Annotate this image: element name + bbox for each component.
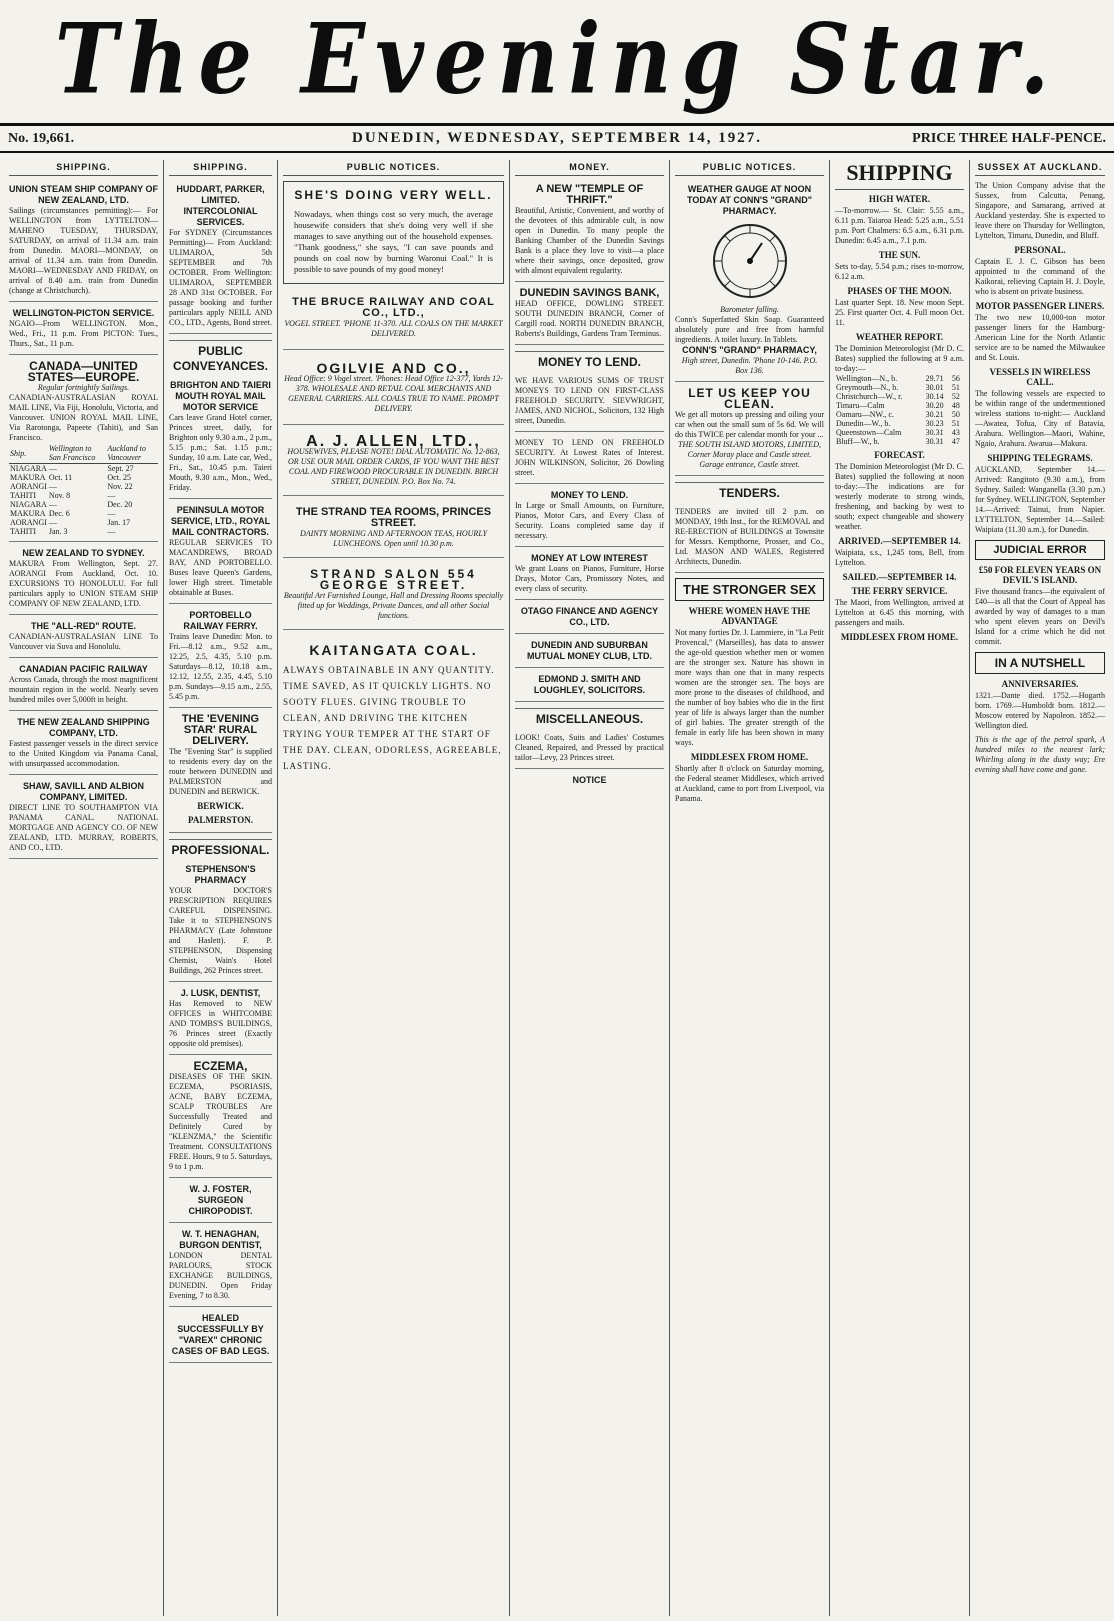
- article-body: The Union Company advise that the Sussex, from Calcutta, Penang, Singapore, and Samarang, arrived at Auckland yesterday. She is expected to leave there on Thursday for Wellington, Lyttelton, Timaru, Dunedin, and Bluff.: [975, 181, 1105, 240]
- dial-caption: Barometer falling.: [720, 305, 779, 314]
- table-cell: —: [48, 464, 57, 473]
- table-header: Auckland to Vancouver: [106, 443, 158, 464]
- masthead-title: The Evening Star.: [54, 1, 1060, 116]
- high-water-text: —To-morrow.— St. Clair: 5.55 a.m., 6.11 p.m. Taiaroa Head: 5.25 a.m., 5.51 p.m. Port Chalmers: 6.5 a.m., 6.31 p.m. Dunedin: 6.45 a.m., 7.1 p.m.: [835, 206, 964, 245]
- ad-title: SHAW, SAVILL AND ALBION COMPANY, LIMITED.: [22, 781, 144, 802]
- column-heading: MONEY.: [515, 160, 664, 176]
- table-row: [835, 401, 964, 410]
- ad-title: OGILVIE AND CO.,: [316, 360, 471, 376]
- section-heading: MISCELLANEOUS.: [515, 708, 664, 727]
- ad-body: REGULAR SERVICES TO MACANDREWS, BROAD BAY, AND PORTOBELLO. Buses leave Queen's Gardens, lower High street. Timetable obtainable at Buses.: [169, 538, 272, 597]
- table-header: Ship.: [9, 443, 48, 464]
- forecast-text: The Dominion Meteorologist (Mr D. C. Bates) supplied the following at noon to-day:—The indications are for westerly moderate to strong winds, freshening, and backing by west to south; expect changeable and showery weather.: [835, 462, 964, 531]
- advertisement: [9, 661, 158, 711]
- barometer-dial-icon: [710, 221, 790, 301]
- column-5: [670, 160, 830, 1616]
- section-title: SHIPPING: [835, 160, 964, 190]
- ad-title: CONN'S "GRAND" PHARMACY,: [682, 345, 817, 355]
- advertisement: [169, 502, 272, 604]
- ad-title: OTAGO FINANCE AND AGENCY CO., LTD.: [520, 606, 659, 627]
- ad-title: W. T. HENAGHAN, BURGON DENTIST,: [179, 1229, 262, 1250]
- ad-body: HOUSEWIVES, PLEASE NOTE! DIAL AUTOMATIC No. 12-863, OR USE OUR MAIL ORDER CARDS, IF YOU WANT THE BEST COAL AND FIREWOOD PROCURABLE IN DUNEDIN. BIRCH STREET, DUNEDIN. P.O. Box No. 74.: [287, 447, 500, 486]
- ad-body: DAINTY MORNING AND AFTERNOON TEAS, HOURLY LUNCHEONS. Open until 10.30 p.m.: [299, 529, 488, 548]
- table-cell: —: [48, 500, 57, 509]
- table-cell: 30.01: [925, 383, 944, 392]
- ad-body: CANADIAN-AUSTRALASIAN LINE To Vancouver via Suva and Honolulu.: [9, 632, 158, 651]
- advertisement: [515, 730, 664, 769]
- moon-text: Last quarter Sept. 18. New moon Sept. 25. First quarter Oct. 4. Full moon Oct. 11.: [835, 298, 964, 327]
- subheading: PHASES OF THE MOON.: [847, 286, 952, 296]
- advertisement: [9, 618, 158, 658]
- ad-body: Across Canada, through the most magnificent mountain region in the world. Nearly seven hundred miles over 5,000ft in height.: [9, 675, 158, 704]
- column-2: [164, 160, 278, 1616]
- advertisement: [9, 305, 158, 355]
- table-cell: Christchurch—W., r.: [836, 392, 903, 401]
- table-cell: 48: [951, 401, 960, 410]
- ad-body: WE HAVE VARIOUS SUMS OF TRUST MONEYS TO LEND ON FIRST-CLASS FREEHOLD SECURITY. SIEVWRIGHT, JAMES, AND NICHOL, Solicitors, 132 High street, Dunedin.: [515, 376, 664, 425]
- table-cell: 47: [951, 437, 960, 446]
- table-cell: 29.71: [925, 374, 944, 383]
- advertisement: [169, 985, 272, 1055]
- column-6: [830, 160, 970, 1616]
- section-heading: MONEY TO LEND.: [515, 351, 664, 370]
- advertisement: [515, 285, 664, 345]
- table-cell: MAKURA: [10, 473, 46, 482]
- ferry-text: The Maori, from Wellington, arrived at Lyttelton at 6.45 this morning, with passengers and mails.: [835, 598, 964, 627]
- ad-body: Has Removed to NEW OFFICES in WHITCOMBE AND TOMBS'S BUILDINGS, 76 Princes street (Exactly opposite old premises).: [169, 999, 272, 1048]
- subheading: MOTOR PASSENGER LINERS.: [975, 301, 1105, 311]
- table-cell: NIAGARA: [10, 500, 47, 509]
- ad-body: Beautiful, Artistic, Convenient, and worthy of the devotees of this admirable cult, is now open in Dunedin. To many people the Banking Chamber of the Dunedin Savings Bank is a place they love to visit—a place where their savings, once deposited, grow with almost equivalent regularity.: [515, 206, 664, 275]
- sun-text: Sets to-day, 5.54 p.m.; rises to-morrow, 6.12 a.m.: [835, 262, 964, 281]
- subheading: THE SUN.: [878, 250, 921, 260]
- advertisement: [283, 633, 504, 786]
- column-heading: PUBLIC NOTICES.: [675, 160, 824, 176]
- ad-title: PENINSULA MOTOR SERVICE, LTD., ROYAL MAIL CONTRACTORS.: [170, 505, 271, 537]
- table-cell: NIAGARA: [10, 464, 47, 473]
- advertisement: [9, 545, 158, 615]
- table-cell: AORANGI: [10, 482, 47, 491]
- table-row: [9, 509, 158, 518]
- article-subheadline: £50 FOR ELEVEN YEARS ON DEVIL'S ISLAND.: [978, 565, 1102, 585]
- ad-title: UNION STEAM SHIP COMPANY OF NEW ZEALAND, LTD.: [9, 184, 159, 205]
- column-1: [4, 160, 164, 1616]
- table-cell: Oct. 11: [48, 473, 73, 482]
- ad-body: LOOK! Coats, Suits and Ladies' Costumes Cleaned, Repaired, and Pressed by practical tailor—Levy, 23 Princes street.: [515, 733, 664, 762]
- advertisement: [515, 637, 664, 668]
- ad-title: NEW ZEALAND TO SYDNEY.: [22, 548, 145, 558]
- weather-intro: The Dominion Meteorologist (Mr D. C. Bates) supplied the following at 9 a.m. to-day:—: [835, 344, 964, 373]
- ad-title: SHE'S DOING VERY WELL.: [294, 188, 493, 202]
- advertisement: [169, 1181, 272, 1223]
- ad-body: We get all motors up pressing and oiling your car when out the small sum of 5s 6d. We will do this TWICE per calendar month for your ...: [675, 410, 824, 439]
- ad-body: CANADIAN-AUSTRALASIAN ROYAL MAIL LINE, Via Fiji, Honolulu, Victoria, and Vancouver. UNION ROYAL MAIL LINE, Via Rarotonga, Papeete (Tahiti), and San Francisco.: [9, 393, 158, 442]
- advertisement: [515, 550, 664, 600]
- ad-title: BRIGHTON AND TAIERI MOUTH ROYAL MAIL MOTOR SERVICE: [170, 380, 271, 412]
- arrived-text: Waipiata, s.s., 1,245 tons, Bell, from Lyttelton.: [835, 548, 964, 567]
- ad-title: NOTICE: [572, 775, 607, 785]
- ad-body: ALWAYS OBTAINABLE IN ANY QUANTITY. TIME SAVED, AS IT QUICKLY LIGHTS. NO SOOTY FLUES. GIVING TROUBLE TO CLEAN, AND DRIVING THE KITCHEN TRYING YOUR TEMPER AT THE START OF THE DAY. CLEAN, ODORLESS, AGREEABLE, LASTING.: [283, 665, 502, 771]
- table-cell: Jan. 17: [107, 518, 131, 527]
- advertisement: [515, 487, 664, 547]
- advertisement: [283, 287, 504, 350]
- table-cell: 30.31: [925, 437, 944, 446]
- column-heading: PUBLIC NOTICES.: [283, 160, 504, 176]
- ad-title: J. LUSK, DENTIST,: [180, 988, 261, 998]
- subheading: FORECAST.: [874, 450, 925, 460]
- ad-body: For SYDNEY (Circumstances Permitting)— From Auckland: ULIMAROA, 5th SEPTEMBER and 7th OCTOBER. From Wellington: ULIMAROA, SEPTEMBER 28 AND 31st OCTOBER. For passage booking and further particulars apply NEILL AND CO., LTD., Agents, Bond street.: [169, 228, 272, 327]
- table-cell: Oct. 25: [107, 473, 131, 482]
- table-cell: Greymouth—N., b.: [836, 383, 899, 392]
- table-row: [9, 491, 158, 500]
- ad-body: The "Evening Star" is supplied to residents every day on the route between DUNEDIN and PALMERSTON and DUNEDIN and BERWICK.: [169, 747, 272, 796]
- ad-title: LET US KEEP YOU CLEAN.: [688, 386, 811, 411]
- table-cell: AORANGI: [10, 518, 47, 527]
- ad-title: A. J. ALLEN, LTD.,: [306, 433, 481, 450]
- ad-title: MONEY AT LOW INTEREST: [531, 553, 648, 563]
- table-cell: 30.31: [925, 428, 944, 437]
- table-cell: 51: [951, 383, 960, 392]
- ad-body: LONDON DENTAL PARLOURS, STOCK EXCHANGE BUILDINGS, DUNEDIN. Open Friday Evening, 7 to 8.30.: [169, 1251, 272, 1300]
- price: PRICE THREE HALF-PENCE.: [912, 131, 1106, 146]
- table-row: [835, 419, 964, 428]
- ad-body: NGAIO—From WELLINGTON. Mon., Wed., Fri., 11 p.m. From PICTON: Tues., Thurs., Sat., 11 p.m.: [9, 319, 158, 348]
- table-header: Wellington to San Francisco: [48, 443, 107, 464]
- advertisement: [675, 385, 824, 476]
- advertisement: [169, 181, 272, 334]
- subheading: SAILED.—SEPTEMBER 14.: [842, 572, 957, 582]
- advertisement: [283, 499, 504, 558]
- ad-title: THE STRAND TEA ROOMS, PRINCES STREET.: [295, 506, 492, 529]
- table-cell: 52: [951, 392, 960, 401]
- advertisement: [169, 1226, 272, 1307]
- ad-body: YOUR DOCTOR'S PRESCRIPTION REQUIRES CAREFUL DISPENSING. Take it to STEPHENSON'S PHARMACY (Late Johnstone and Haslett). F. P. STEPHENSON, Dispensing Chemist, Wain's Hotel Buildings, 262 Princes street.: [169, 886, 272, 975]
- table-cell: 51: [951, 419, 960, 428]
- subheading: HIGH WATER.: [868, 194, 931, 204]
- advertisement: [515, 603, 664, 634]
- table-row: [835, 428, 964, 437]
- article-body: Not many forties Dr. J. Lammiere, in "La Petit Provencal," (Marseilles), has data to answer the age-old question whether men or women are the stronger sex. Nature has shown in more ways than one that in many respects women are the stronger sex. The boys are more prone to the diseases of childhood, and the number of boy babies who die in the first year of life is always larger than the number of girl babies. The greater strength of the female in early life has been shown in many ways.: [675, 628, 824, 747]
- article-headline: IN A NUTSHELL: [975, 652, 1105, 674]
- article-body: 1321.—Dante died. 1752.—Hogarth born. 1769.—Humboldt born. 1812.—Moscow entered by Napoleon. 1852.—Wellington died.: [975, 691, 1105, 730]
- ad-body: Sailings (circumstances permitting):— For WELLINGTON from LYTTELTON— MAHENO TUESDAY, THURSDAY, SATURDAY, on arrival of 11.34 a.m. train from Dunedin. MAORI—MONDAY, on arrival of 11.34 a.m. train from Dunedin. MAORI—WEDNESDAY AND FRIDAY, on arrival of 8.40 a.m. train from Dunedin (change at Christchurch).: [9, 206, 158, 295]
- ad-title: W. J. FOSTER, SURGEON CHIROPODIST.: [188, 1184, 253, 1216]
- issue-number: No. 19,661.: [8, 131, 75, 146]
- table-row: [9, 482, 158, 491]
- subheading: SHIPPING TELEGRAMS.: [987, 453, 1093, 463]
- table-cell: Sept. 27: [107, 464, 134, 473]
- ad-title: ECZEMA,: [193, 1059, 248, 1073]
- advertisement: [515, 373, 664, 432]
- column-7: [970, 160, 1110, 1616]
- ad-body: DISEASES OF THE SKIN. ECZEMA, PSORIASIS, ACNE, BABY ECZEMA, SCALP TROUBLES Are Successfully Treated and Definitely Cured by "KLENZMA," the Scientific Treatment. CONSULTATIONS FREE. Hours, 9 to 5. Saturdays, 9 to 1 p.m.: [169, 1072, 272, 1171]
- advertisement: [9, 181, 158, 302]
- table-cell: 43: [951, 428, 960, 437]
- article-subheadline: MIDDLESEX FROM HOME.: [690, 752, 809, 762]
- subheading: THE FERRY SERVICE.: [851, 586, 948, 596]
- table-cell: Jan. 3: [48, 527, 68, 536]
- table-cell: 30.21: [925, 410, 944, 419]
- ad-body: Nowadays, when things cost so very much, the average housewife considers that she's doing very well if she manages to save anything out of the household expenses. "Thank goodness," she says, "I can save pounds and pounds on coal now by burning Waronui Coal." It is possible to save pounds of my good money!: [294, 209, 493, 274]
- advertisement: [9, 778, 158, 859]
- table-row: [835, 383, 964, 392]
- ad-body: MAKURA From Wellington, Sept. 27. AORANGI From Auckland, Oct. 10. EXCURSIONS TO HONOLULU. For full particulars apply to UNION STEAM SHIP COMPANY OF NEW ZEALAND, LTD.: [9, 559, 158, 608]
- ad-subheading: PALMERSTON.: [188, 815, 253, 825]
- article-body: Captain E. J. C. Gibson has been appointed to the command of the Kaikorai, relieving Captain H. J. Doyle, who is absent on private business.: [975, 257, 1105, 296]
- article-subheadline: ANNIVERSARIES.: [1001, 679, 1079, 689]
- subheading: ARRIVED.—SEPTEMBER 14.: [838, 536, 961, 546]
- table-cell: Dec. 6: [48, 509, 70, 518]
- ad-body: Beautiful Art Furnished Lounge, Hall and Dressing Rooms specially fitted up for Weddings, Private Dances, and all other Social functions.: [283, 591, 504, 620]
- table-cell: —: [48, 518, 57, 527]
- table-row: [9, 500, 158, 509]
- article-body: Five thousand francs—the equivalent of £40—is all that the Court of Appeal has awarded by way of damages to a man who spent eleven years on Devil's Island for a crime which he did not commit.: [975, 587, 1105, 646]
- article-body: The two new 10,000-ton motor passenger liners for the Hamburg-American Line for the North Atlantic service are to be named the Milwaukee and St. Louis.: [975, 313, 1105, 362]
- table-cell: Bluff—W., b.: [836, 437, 880, 446]
- ad-body: In Large or Small Amounts, on Furniture, Pianos, Motor Cars, and Every Class of Security. Loans completed same day if necessary.: [515, 501, 664, 540]
- ad-body: Trains leave Dunedin: Mon. to Fri.—8.12 a.m., 9.52 a.m., 12.25, 2.5, 4.35, 5.10 p.m. Saturdays—8.12, 10.18 a.m., 12.12, 12.55, 2.35, 4.45, 5.10 p.m. Sundays—9.15 a.m., 2.55, 5.45 p.m.: [169, 632, 272, 701]
- article-headline: JUDICIAL ERROR: [975, 540, 1105, 560]
- table-cell: Timaru—Calm: [836, 401, 885, 410]
- advertisement: [675, 504, 824, 573]
- table-cell: TAHITI: [10, 491, 37, 500]
- table-cell: —: [107, 491, 116, 500]
- table-cell: —: [107, 509, 116, 518]
- table-row: [9, 527, 158, 536]
- table-cell: MAKURA: [10, 509, 46, 518]
- article-subheadline: WHERE WOMEN HAVE THE ADVANTAGE: [688, 606, 811, 626]
- masthead: [0, 0, 1114, 122]
- table-cell: Nov. 8: [48, 491, 71, 500]
- ad-body: High street, Dunedin. 'Phone 10-146. P.O. Box 136.: [681, 356, 818, 375]
- table-cell: Nov. 22: [107, 482, 133, 491]
- subheading: WEATHER REPORT.: [855, 332, 944, 342]
- ad-title: STEPHENSON'S PHARMACY: [185, 864, 256, 885]
- table-cell: TAHITI: [10, 527, 37, 536]
- column-4: [510, 160, 670, 1616]
- advertisement: [169, 1058, 272, 1178]
- advertisement: [169, 1310, 272, 1363]
- column-heading: SHIPPING.: [169, 160, 272, 176]
- advertisement: [169, 607, 272, 708]
- ad-body: HEAD OFFICE, DOWLING STREET. SOUTH DUNEDIN BRANCH, Corner of Cargill road. NORTH DUNEDIN BRANCH, Roberts's Buildings, Gardens Tram Terminus.: [515, 299, 664, 338]
- column-heading: SHIPPING.: [9, 160, 158, 176]
- columns-area: [4, 160, 1110, 1616]
- table-cell: 56: [951, 374, 960, 383]
- table-row: [835, 410, 964, 419]
- ad-body: MONEY TO LEND ON FREEHOLD SECURITY. At Lowest Rates of Interest. JOHN WILKINSON, Solicitor, 26 Dowling street.: [515, 438, 664, 477]
- place-date: DUNEDIN, WEDNESDAY, SEPTEMBER 14, 1927.: [351, 130, 762, 146]
- ad-title: CANADA—UNITED STATES—EUROPE.: [27, 359, 140, 384]
- table-row: [835, 392, 964, 401]
- ad-subheading: BERWICK.: [197, 801, 244, 811]
- subheading: VESSELS IN WIRELESS CALL.: [989, 367, 1091, 387]
- column-3: [278, 160, 510, 1616]
- table-row: [835, 437, 964, 446]
- ad-title: DUNEDIN AND SUBURBAN MUTUAL MONEY CLUB, LTD.: [527, 640, 652, 661]
- ad-title: HUDDART, PARKER, LIMITED. INTERCOLONIAL SERVICES.: [176, 184, 265, 227]
- ad-title: THE BRUCE RAILWAY AND COAL CO., LTD.,: [292, 296, 495, 319]
- table-row: [9, 464, 158, 474]
- ad-title: MONEY TO LEND.: [550, 490, 629, 500]
- ad-body: We grant Loans on Pianos, Furniture, Horse Drays, Motor Cars, Promissory Notes, and every class of security.: [515, 564, 664, 593]
- ad-title: CANADIAN PACIFIC RAILWAY: [19, 664, 148, 674]
- advertisement: [675, 181, 824, 382]
- subheading: PERSONAL.: [1014, 245, 1066, 255]
- article-body: AUCKLAND, September 14.—Arrived: Rangitoto (9.30 a.m.), from Sydney. Sailed: Wanganella (3.30 p.m.) for Sydney. WELLINGTON, September 14.—Arrived: Tainui, from Napier. LYTTELTON, September 14.—Sailed: Waipiata (11.30 a.m.), for Dunedin.: [975, 465, 1105, 534]
- table-cell: Dunedin—W., b.: [836, 419, 891, 428]
- table-row: [9, 473, 158, 482]
- ad-signature: THE SOUTH ISLAND MOTORS, LIMITED, Corner Moray place and Castle street. Garage entrance, Castle street.: [678, 440, 821, 469]
- sailings-table: [9, 443, 158, 536]
- ad-body: Conn's Superfatted Skin Soap. Guaranteed absolutely pure and free from harmful ingredients. A toilet luxury. In Tablets.: [675, 315, 824, 344]
- table-cell: 50: [951, 410, 960, 419]
- ad-body: TENDERS are invited till 2 p.m. on MONDAY, 19th Inst., for the REMOVAL and RE-ERECTION of BUILDINGS at Townsite for Messrs. Kempthorne, Prosser, and Co., Ltd. MASON AND WALES, Registered Architects, Dunedin.: [675, 507, 824, 566]
- subheading: MIDDLESEX FROM HOME.: [840, 632, 959, 642]
- table-cell: 30.23: [925, 419, 944, 428]
- ad-title: WEATHER GAUGE AT NOON TODAY AT CONN'S "GRAND" PHARMACY.: [686, 184, 813, 216]
- poem: This is the age of the petrol spark, A hundred miles to the nearest lark; Whirling along in the dusty way; Ere evening shall have come and gone.: [975, 735, 1105, 774]
- advertisement: [283, 561, 504, 630]
- table-cell: Dec. 20: [107, 500, 133, 509]
- table-cell: 30.14: [925, 392, 944, 401]
- advertisement: [283, 428, 504, 496]
- advertisement: [515, 772, 664, 791]
- ad-title: THE "ALL-RED" ROUTE.: [30, 621, 137, 631]
- advertisement: [515, 671, 664, 702]
- ad-title: KAITANGATA COAL.: [309, 642, 478, 658]
- advertisement: [9, 358, 158, 542]
- section-heading: TENDERS.: [675, 482, 824, 501]
- ad-subtitle: Regular fortnightly Sailings.: [37, 383, 130, 392]
- ad-title: THE NEW ZEALAND SHIPPING COMPANY, LTD.: [17, 717, 150, 738]
- advertisement: [169, 711, 272, 833]
- ad-title: WELLINGTON-PICTON SERVICE.: [12, 308, 155, 318]
- article-body: The following vessels are expected to be within range of the undermentioned wireless stations to-night:— Auckland—Awatea, Tofua, City of Batavia, Arahura. Wellington—Maori, Wahine, Ngaio, Arahura. Awarua—Makura.: [975, 389, 1105, 448]
- ad-title: EDMOND J. SMITH AND LOUGHLEY, SOLICITORS.: [533, 674, 646, 695]
- advertisement: [515, 181, 664, 282]
- advertisement: [169, 861, 272, 982]
- ad-body: Fastest passenger vessels in the direct service to the United Kingdom via Panama Canal, with unsurpassed accommodation.: [9, 739, 158, 768]
- ad-title: STRAND SALON 554 GEORGE STREET.: [310, 567, 477, 592]
- advertisement: [283, 181, 504, 284]
- ad-title: A NEW "TEMPLE OF THRIFT.": [535, 183, 644, 206]
- advertisement: [169, 377, 272, 499]
- section-heading: PROFESSIONAL.: [169, 839, 272, 858]
- ad-title: THE 'EVENING STAR' RURAL DELIVERY.: [181, 713, 260, 747]
- advertisement: [9, 714, 158, 775]
- table-row: [9, 518, 158, 527]
- weather-table: [835, 374, 964, 446]
- section-heading: PUBLIC CONVEYANCES.: [169, 340, 272, 374]
- table-cell: Wellington—N., b.: [836, 374, 898, 383]
- ad-title: PORTOBELLO RAILWAY FERRY.: [183, 610, 258, 631]
- table-cell: —: [107, 527, 116, 536]
- ad-title: DUNEDIN SAVINGS BANK,: [519, 287, 660, 299]
- table-cell: Oamaru—NW., c.: [836, 410, 894, 419]
- advertisement: [283, 353, 504, 425]
- dateline-bar: [0, 123, 1114, 153]
- ad-body: DIRECT LINE TO SOUTHAMPTON VIA PANAMA CANAL. NATIONAL MORTGAGE AND AGENCY CO. OF NEW ZEALAND, LTD. MURRAY, ROBERTS, AND CO., LTD.: [9, 803, 158, 852]
- ad-body: VOGEL STREET. 'PHONE 11-370. ALL COALS ON THE MARKET DELIVERED.: [284, 319, 503, 338]
- article-headline: THE STRONGER SEX: [675, 578, 824, 601]
- column-heading: SUSSEX AT AUCKLAND.: [975, 160, 1105, 176]
- article-body: Shortly after 8 o'clock on Saturday morning, the Federal steamer Middlesex, which arrived at Auckland, came to port from Liverpool, via Panama.: [675, 764, 824, 803]
- table-cell: 30.20: [925, 401, 944, 410]
- ad-title: HEALED SUCCESSFULLY BY "VAREX" CHRONIC CASES OF BAD LEGS.: [171, 1313, 270, 1356]
- table-row: [835, 374, 964, 383]
- table-cell: —: [48, 482, 57, 491]
- ad-body: Head Office: 9 Vogel street. 'Phones: Head Office 12-377, Yards 12-378. WHOLESALE AND RETAIL COAL MERCHANTS AND GENERAL CARRIERS. ALL COALS TRUE TO NAME. PROMPT DELIVERY.: [284, 374, 503, 413]
- advertisement: [515, 435, 664, 484]
- ad-body: Cars leave Grand Hotel corner, Princes street, daily, for Brighton only 9.30 a.m., 2 p.m., 5.15 p.m.; Sat. 1.15 p.m.; Sunday, 10 a.m. Late car, Wed., Fri., Sat., 10.45 p.m. Taieri Mouth, 9.30 a.m., Mon., Wed., Friday.: [169, 413, 272, 492]
- table-cell: Queenstown—Calm: [836, 428, 902, 437]
